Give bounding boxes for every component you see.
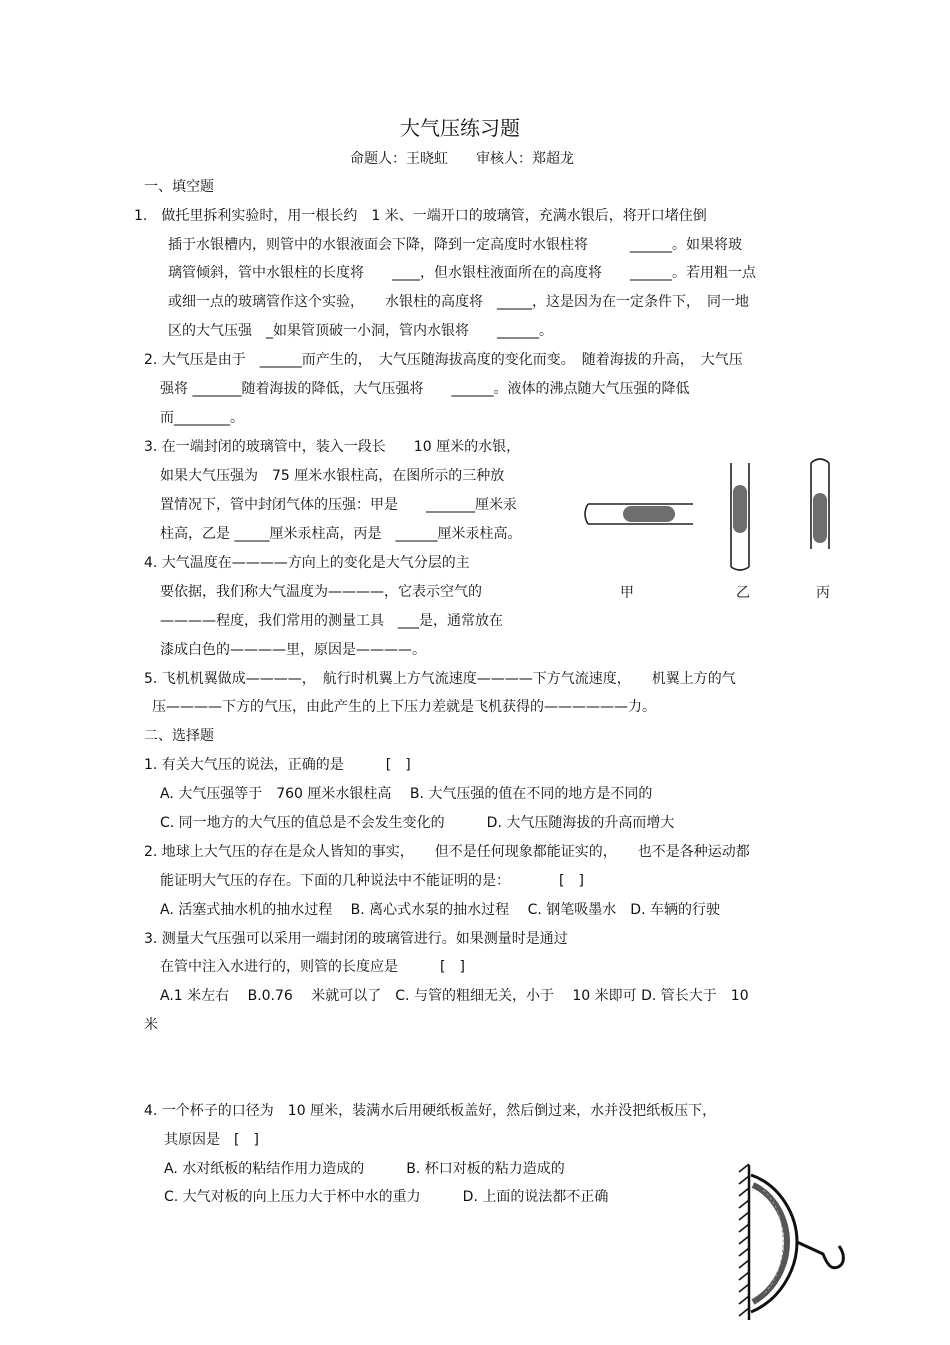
c4-line-2: 其原因是 [ ]: [164, 1132, 259, 1148]
tube-yi-diagram: [731, 463, 749, 570]
c2-line-1: 2. 地球上大气压的存在是众人皆知的事实， 但不是任何现象都能证实的， 也不是各种运动都: [144, 844, 750, 860]
c2-options: A. 活塞式抽水机的抽水过程 B. 离心式水泵的抽水过程 C. 钢笔吸墨水 D. 车辆的行驶: [160, 902, 720, 918]
q4-line-4: 漆成白色的————里，原因是————。: [160, 642, 426, 658]
c3-options-tail: 米: [144, 1017, 158, 1033]
q1-line-2: 插于水银槽内，则管中的水银液面会下降，降到一定高度时水银柱将 ______。如果将玻: [168, 237, 742, 253]
c2-line-2: 能证明大气压的存在。下面的几种说法中不能证明的是： [ ]: [160, 873, 584, 889]
tube-jia-diagram: [585, 504, 693, 524]
tube-figure: [580, 455, 840, 575]
q4-line-2: 要依据，我们称大气温度为————，它表示空气的: [160, 584, 482, 600]
c1-options-ab: A. 大气压强等于 760 厘米水银柱高 B. 大气压强的值在不同的地方是不同的: [160, 786, 653, 802]
label-yi: 乙: [736, 585, 750, 601]
label-jia: 甲: [620, 585, 634, 601]
q4-line-3: ————程度，我们常用的测量工具 ___是，通常放在: [160, 613, 503, 629]
label-bing: 丙: [816, 585, 830, 601]
q4-line-1: 4. 大气温度在————方向上的变化是大气分层的主: [144, 555, 470, 571]
c4-options-cd: C. 大气对板的向上压力大于杯中水的重力 D. 上面的说法都不正确: [164, 1189, 609, 1205]
c1-stem: 1. 有关大气压的说法，正确的是 [ ]: [144, 757, 411, 773]
c4-line-1: 4. 一个杯子的口径为 10 厘米，装满水后用硬纸板盖好，然后倒过来，水并没把纸板压下，: [144, 1103, 717, 1119]
c1-options-cd: C. 同一地方的大气压的值总是不会发生变化的 D. 大气压随海拔的升高而增大: [160, 815, 675, 831]
q2-line-3: 而________。: [160, 410, 244, 426]
section-choice: 二、选择题: [144, 728, 214, 744]
c4-options-ab: A. 水对纸板的粘结作用力造成的 B. 杯口对板的粘力造成的: [164, 1161, 565, 1177]
section-fill-blank: 一、填空题: [144, 179, 214, 195]
q1-line-1: 1. 做托里拆利实验时，用一根长约 1 米、一端开口的玻璃管，充满水银后，将开口堵住倒: [134, 208, 707, 224]
tube-bing-diagram: [811, 459, 829, 549]
c3-options: A.1 米左右 B.0.76 米就可以了 C. 与管的粗细无关，小于 10 米即可 D. 管长大于 10: [160, 988, 749, 1004]
author-line: 命题人：王晓虹 审核人：郑超龙: [350, 151, 574, 167]
q2-line-1: 2. 大气压是由于 ______而产生的， 大气压随海拔高度的变化而变。 随着海拔的升高， 大气压: [144, 352, 743, 368]
q1-line-5: 区的大气压强 _如果管顶破一小洞，管内水银将 ______。: [168, 323, 553, 339]
q1-line-4: 或细一点的玻璃管作这个实验， 水银柱的高度将 _____，这是因为在一定条件下， 同一地: [168, 294, 749, 310]
page-title: 大气压练习题: [400, 116, 520, 140]
q3-line-4: 柱高，乙是 _____厘米汞柱高，丙是 ______厘米汞柱高。: [160, 526, 522, 542]
q5-line-1: 5. 飞机机翼做成————， 航行时机翼上方气流速度————下方气流速度， 机翼上方的气: [144, 671, 736, 687]
c3-line-1: 3. 测量大气压强可以采用一端封闭的玻璃管进行。如果测量时是通过: [144, 931, 568, 947]
c3-line-2: 在管中注入水进行的，则管的长度应是 [ ]: [160, 959, 465, 975]
q2-line-2: 强将 _______随着海拔的降低，大气压强将 ______。液体的沸点随大气压强的降低: [160, 381, 690, 397]
q1-line-3: 璃管倾斜，管中水银柱的长度将 ____，但水银柱液面所在的高度将 ______。若用粗一点: [168, 265, 756, 281]
q3-line-1: 3. 在一端封闭的玻璃管中，装入一段长 10 厘米的水银，: [144, 439, 521, 455]
suction-hook-figure: [735, 1160, 850, 1325]
q5-line-2: 压————下方的气压，由此产生的上下压力差就是飞机获得的——————力。: [152, 699, 656, 715]
q3-line-3: 置情况下，管中封闭气体的压强：甲是 _______厘米汞: [160, 497, 517, 513]
q3-line-2: 如果大气压强为 75 厘米水银柱高，在图所示的三种放: [160, 468, 505, 484]
